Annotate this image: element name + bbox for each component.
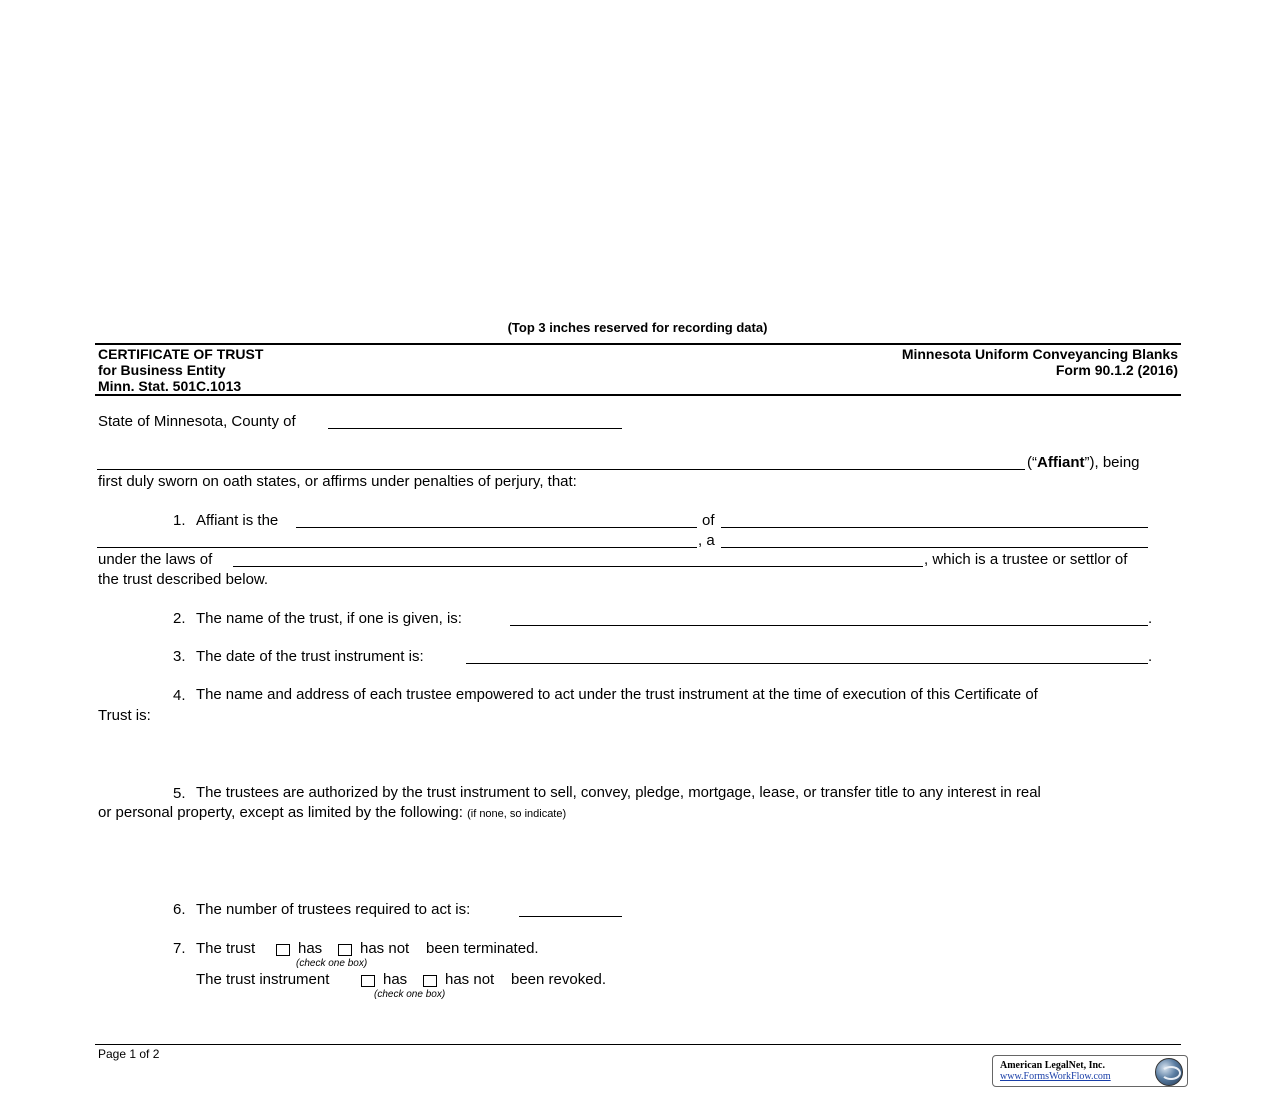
item-1-comma-a: , a (698, 532, 715, 549)
entity-name-continued-field[interactable] (97, 547, 697, 548)
item-6-number: 6. (173, 901, 186, 918)
form-subtitle: for Business Entity (98, 362, 226, 378)
affiant-title-field[interactable] (296, 527, 697, 528)
revoked-has-label: has (383, 971, 408, 988)
statute-reference: Minn. Stat. 501C.1013 (98, 378, 242, 394)
terminated-has-label: has (298, 940, 323, 957)
item-1-laws-label: under the laws of (98, 551, 213, 568)
sworn-statement: first duly sworn on oath states, or affirms under penalties of perjury, that: (98, 473, 577, 490)
county-field[interactable] (328, 428, 622, 429)
terminated-has-not-label: has not (360, 940, 410, 957)
publisher-name: American LegalNet, Inc. (1000, 1060, 1105, 1071)
header-top-rule (95, 343, 1181, 345)
item-5-text-cont: or personal property, except as limited by the following: (if none, so indicate) (98, 804, 567, 821)
entity-type-field[interactable] (721, 547, 1148, 548)
item-2-period: . (1148, 610, 1153, 627)
recording-data-note: (Top 3 inches reserved for recording data) (507, 320, 768, 335)
page-number: Page 1 of 2 (98, 1047, 160, 1061)
item-3-period: . (1148, 648, 1153, 665)
trustee-count-field[interactable] (519, 916, 622, 917)
footer-rule (95, 1044, 1181, 1045)
revoked-has-not-checkbox[interactable] (423, 975, 437, 987)
item-7-instrument-label: The trust instrument (196, 971, 330, 988)
check-one-note: (check one box) (374, 989, 446, 1000)
header-bottom-rule (95, 394, 1181, 396)
item-3-text: The date of the trust instrument is: (196, 648, 424, 665)
item-4-text-cont: Trust is: (98, 707, 151, 724)
trust-name-field[interactable] (510, 625, 1148, 626)
terminated-label: been terminated. (426, 940, 539, 957)
revoked-has-checkbox[interactable] (361, 975, 375, 987)
state-county-label: State of Minnesota, County of (98, 413, 296, 430)
jurisdiction-field[interactable] (233, 566, 923, 567)
item-1-trust-description: the trust described below. (98, 571, 269, 588)
item-1-text: Affiant is the (196, 512, 279, 529)
item-1-trustee-text: , which is a trustee or settlor of (924, 551, 1128, 568)
item-1-number: 1. (173, 512, 186, 529)
revoked-label: been revoked. (511, 971, 607, 988)
terminated-has-checkbox[interactable] (276, 944, 290, 956)
item-5-text: The trustees are authorized by the trust instrument to sell, convey, pledge, mortgage, lease, or transfer title to any interest in real (196, 785, 1041, 801)
globe-icon (1155, 1058, 1183, 1086)
item-4-text: The name and address of each trustee empowered to act under the trust instrument at the time of execution of this Certificate of (196, 687, 1038, 703)
item-1-of: of (702, 512, 715, 529)
conveyancing-blanks-label: Minnesota Uniform Conveyancing Blanks (901, 346, 1178, 362)
item-7-trust-label: The trust (196, 940, 256, 957)
publisher-logo[interactable] (992, 1055, 1188, 1087)
revoked-has-not-label: has not (445, 971, 495, 988)
item-7-number: 7. (173, 940, 186, 957)
entity-name-field[interactable] (721, 527, 1148, 528)
form-number: Form 90.1.2 (2016) (1055, 362, 1178, 378)
item-4-number: 4. (173, 687, 186, 704)
item-5-number: 5. (173, 785, 186, 802)
trust-date-field[interactable] (466, 663, 1148, 664)
item-3-number: 3. (173, 648, 186, 665)
affiant-name-field[interactable] (97, 469, 1025, 470)
affiant-designation: (“Affiant”), being (1027, 454, 1140, 471)
check-one-note: (check one box) (296, 958, 368, 969)
item-2-number: 2. (173, 610, 186, 627)
item-6-text: The number of trustees required to act is: (196, 901, 471, 918)
terminated-has-not-checkbox[interactable] (338, 944, 352, 956)
publisher-url[interactable]: www.FormsWorkFlow.com (1000, 1071, 1111, 1082)
form-title: CERTIFICATE OF TRUST (98, 346, 264, 362)
item-2-text: The name of the trust, if one is given, is: (196, 610, 462, 627)
